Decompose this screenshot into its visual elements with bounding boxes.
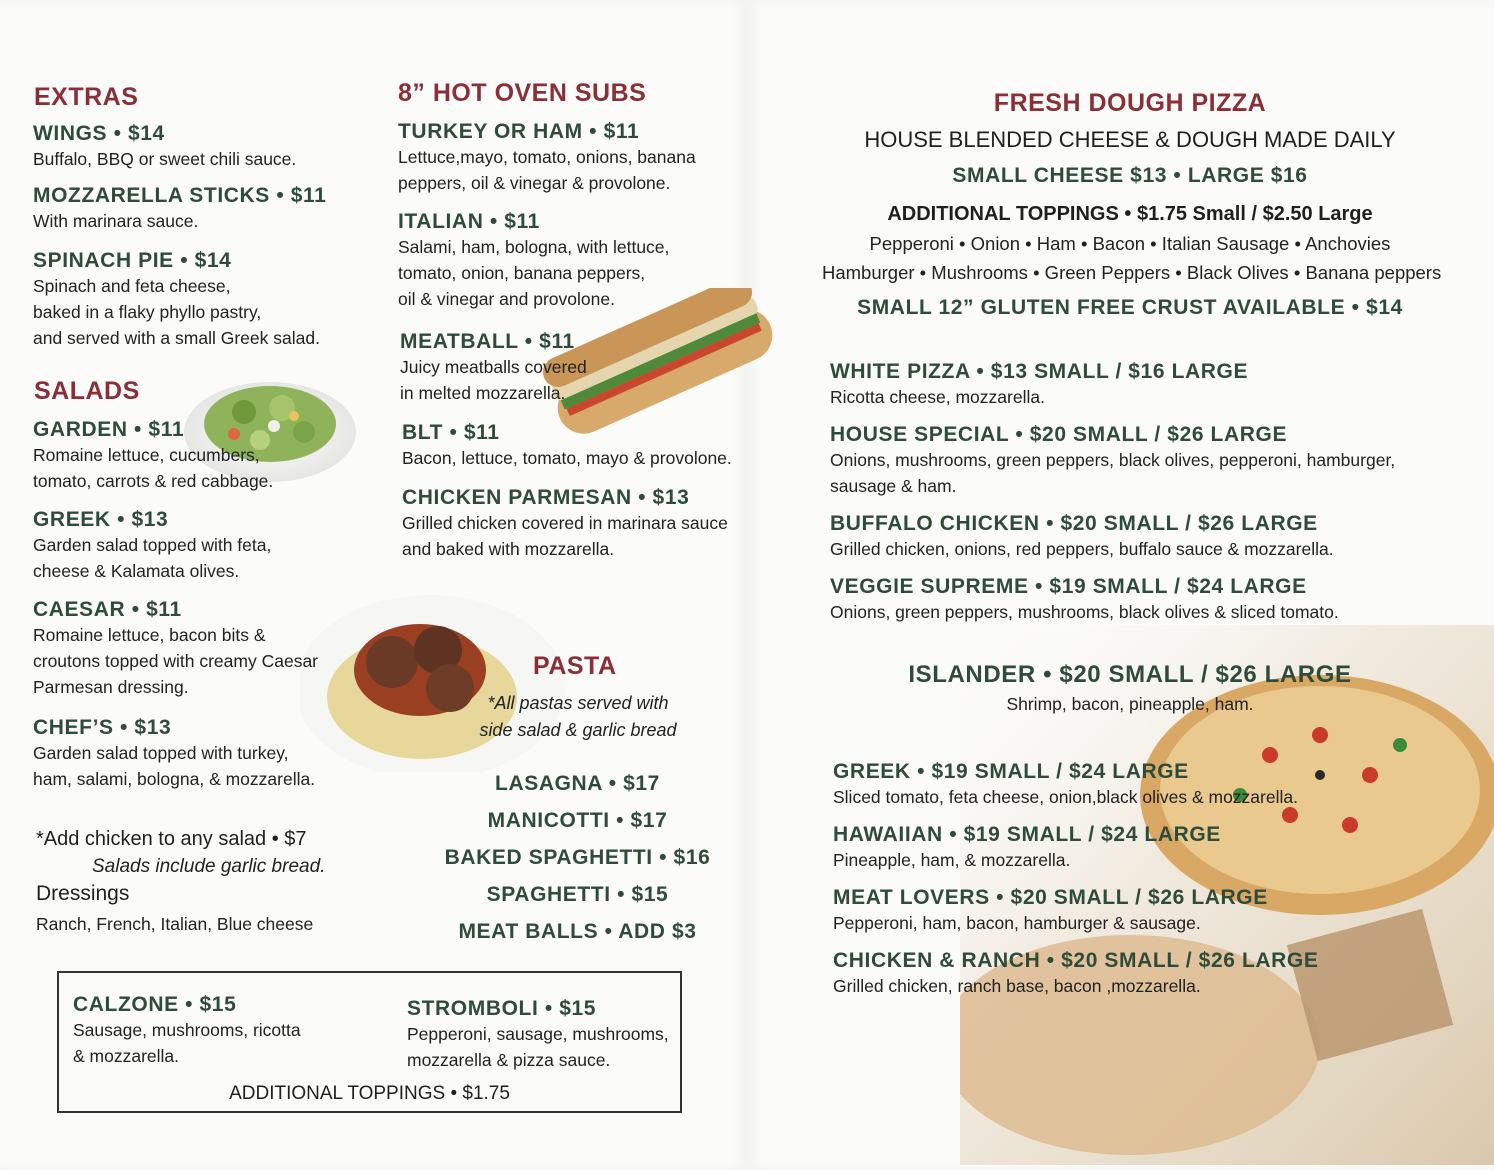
subs-title: 8” HOT OVEN SUBS xyxy=(398,79,647,107)
pasta-photo xyxy=(300,592,570,772)
gluten-free-crust: SMALL 12” GLUTEN FREE CRUST AVAILABLE • $14 xyxy=(857,296,1403,319)
menu-item-italian-sub xyxy=(398,210,669,312)
pasta-list xyxy=(410,765,745,950)
add-chicken-note: *Add chicken to any salad • $7 xyxy=(36,828,307,850)
item-description: Spinach and feta cheese, baked in a flaky phyllo pastry, and served with a small Greek salad. xyxy=(33,276,320,348)
item-description: Grilled chicken, onions, red peppers, buffalo sauce & mozzarella. xyxy=(830,539,1334,559)
item-name: CAESAR • $11 xyxy=(33,598,182,621)
extras-title: EXTRAS xyxy=(34,83,139,111)
calzone-stromboli-box xyxy=(57,971,682,1113)
menu-item-wings xyxy=(33,122,296,172)
item-name: MEAT LOVERS • $20 SMALL / $26 LARGE xyxy=(833,886,1268,909)
menu-item-mozzarella-sticks xyxy=(33,184,326,234)
menu-item-stromboli xyxy=(407,997,669,1073)
item-description: Buffalo, BBQ or sweet chili sauce. xyxy=(33,149,297,169)
item-name: GREEK • $13 xyxy=(33,508,169,531)
pizza-meat-lovers xyxy=(833,886,1268,936)
item-name: ITALIAN • $11 xyxy=(398,210,540,233)
item-description: Pepperoni, sausage, mushrooms, mozzarella & pizza sauce. xyxy=(407,1024,669,1070)
pasta-item-meat-balls: MEAT BALLS • ADD $3 xyxy=(458,920,697,943)
menu-item-caesar-salad xyxy=(33,598,318,700)
item-name: MOZZARELLA STICKS • $11 xyxy=(33,184,327,207)
pizza-islander-name: ISLANDER • $20 SMALL / $26 LARGE xyxy=(908,661,1352,688)
item-name: TURKEY OR HAM • $11 xyxy=(398,120,640,143)
item-name: SPINACH PIE • $14 xyxy=(33,249,232,272)
pasta-item-manicotti: MANICOTTI • $17 xyxy=(487,809,668,832)
item-name: WHITE PIZZA • $13 SMALL / $16 LARGE xyxy=(830,360,1249,383)
item-name: HOUSE SPECIAL • $20 SMALL / $26 LARGE xyxy=(830,423,1288,446)
item-name: MEATBALL • $11 xyxy=(400,330,575,353)
garlic-bread-note: Salads include garlic bread. xyxy=(92,856,326,877)
pizza-white xyxy=(830,360,1248,410)
pizza-buffalo-chicken xyxy=(830,512,1334,562)
pasta-item-lasagna: LASAGNA • $17 xyxy=(495,772,660,795)
salads-title: SALADS xyxy=(34,377,140,405)
menu-item-chefs-salad xyxy=(33,716,315,792)
item-description: Salami, ham, bologna, with lettuce, tomato, onion, banana peppers, oil & vinegar and provolone. xyxy=(398,237,670,309)
item-name: CHICKEN & RANCH • $20 SMALL / $26 LARGE xyxy=(833,949,1319,972)
menu-item-blt xyxy=(402,421,732,471)
item-name: VEGGIE SUPREME • $19 SMALL / $24 LARGE xyxy=(830,575,1307,598)
item-description: Ricotta cheese, mozzarella. xyxy=(830,387,1045,407)
item-description: Garden salad topped with feta, cheese & Kalamata olives. xyxy=(33,535,272,581)
item-description: Pineapple, ham, & mozzarella. xyxy=(833,850,1071,870)
menu-item-meatball-sub xyxy=(400,330,587,406)
pizza-hawaiian xyxy=(833,823,1221,873)
item-description: Pepperoni, ham, bacon, hamburger & sausage. xyxy=(833,913,1201,933)
dressings-list: Ranch, French, Italian, Blue cheese xyxy=(36,914,314,934)
pasta-title: PASTA xyxy=(533,652,617,680)
item-name: CHEF’S • $13 xyxy=(33,716,172,739)
pizza-chicken-ranch xyxy=(833,949,1318,999)
pasta-note: *All pastas served with side salad & garlic bread xyxy=(479,693,677,740)
item-name: BUFFALO CHICKEN • $20 SMALL / $26 LARGE xyxy=(830,512,1318,535)
item-description: Juicy meatballs covered in melted mozzarella. xyxy=(400,357,587,403)
item-description: Sausage, mushrooms, ricotta & mozzarella. xyxy=(73,1020,301,1066)
menu-item-spinach-pie xyxy=(33,249,320,351)
item-description: With marinara sauce. xyxy=(33,211,199,231)
item-description: Garden salad topped with turkey, ham, salami, bologna, & mozzarella. xyxy=(33,743,316,789)
pasta-item-spaghetti: SPAGHETTI • $15 xyxy=(486,883,669,906)
small-large-cheese-price: SMALL CHEESE $13 • LARGE $16 xyxy=(952,164,1308,187)
item-name: GREEK • $19 SMALL / $24 LARGE xyxy=(833,760,1189,783)
item-description: Romaine lettuce, cucumbers, tomato, carrots & red cabbage. xyxy=(33,445,274,491)
toppings-line-1: Pepperoni • Onion • Ham • Bacon • Italian Sausage • Anchovies xyxy=(869,233,1391,254)
pizza-subtitle: HOUSE BLENDED CHEESE & DOUGH MADE DAILY xyxy=(864,127,1396,152)
item-name: HAWAIIAN • $19 SMALL / $24 LARGE xyxy=(833,823,1221,846)
pasta-item-baked-spaghetti: BAKED SPAGHETTI • $16 xyxy=(444,846,711,869)
dressings-title: Dressings xyxy=(36,882,130,905)
item-description: Lettuce,mayo, tomato, onions, banana peppers, oil & vinegar & provolone. xyxy=(398,147,696,193)
menu-item-garden-salad xyxy=(33,418,273,494)
menu-item-greek-salad xyxy=(33,508,271,584)
pizza-islander-description: Shrimp, bacon, pineapple, ham. xyxy=(1006,694,1254,714)
box-additional-toppings: ADDITIONAL TOPPINGS • $1.75 xyxy=(229,1083,510,1104)
item-description: Romaine lettuce, bacon bits & croutons topped with creamy Caesar Parmesan dressing. xyxy=(33,625,318,697)
item-description: Grilled chicken, ranch base, bacon ,mozzarella. xyxy=(833,976,1201,996)
menu-item-calzone xyxy=(73,993,301,1069)
pizza-house-special xyxy=(830,423,1395,499)
item-description: Onions, green peppers, mushrooms, black olives & sliced tomato. xyxy=(830,602,1339,622)
item-name: CALZONE • $15 xyxy=(73,993,237,1016)
item-description: Sliced tomato, feta cheese, onion,black olives & mozzarella. xyxy=(833,787,1298,807)
menu-item-turkey-or-ham xyxy=(398,120,696,196)
item-description: Onions, mushrooms, green peppers, black olives, pepperoni, hamburger, sausage & ham. xyxy=(830,450,1396,496)
pizza-veggie-supreme xyxy=(830,575,1339,625)
additional-toppings-header: ADDITIONAL TOPPINGS • $1.75 Small / $2.50 Large xyxy=(887,203,1373,225)
menu-item-chicken-parmesan xyxy=(402,486,728,562)
item-name: STROMBOLI • $15 xyxy=(407,997,597,1020)
pizza-title: FRESH DOUGH PIZZA xyxy=(993,89,1267,117)
toppings-line-2: Hamburger • Mushrooms • Green Peppers • Black Olives • Banana peppers xyxy=(822,262,1442,283)
item-name: WINGS • $14 xyxy=(33,122,165,145)
item-name: GARDEN • $11 xyxy=(33,418,185,441)
item-name: CHICKEN PARMESAN • $13 xyxy=(402,486,690,509)
item-name: BLT • $11 xyxy=(402,421,500,444)
item-description: Grilled chicken covered in marinara sauce and baked with mozzarella. xyxy=(402,513,728,559)
item-description: Bacon, lettuce, tomato, mayo & provolone. xyxy=(402,448,732,468)
pizza-greek xyxy=(833,760,1298,810)
